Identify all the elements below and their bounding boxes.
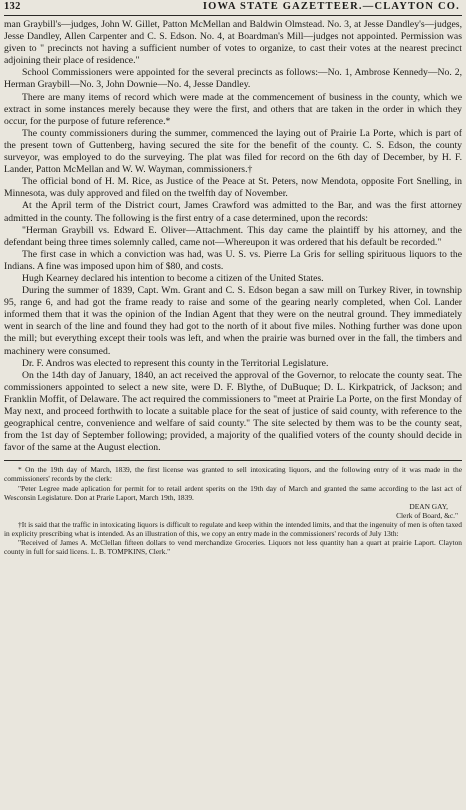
paragraph-county-seat-act: On the 14th day of January, 1840, an act received the approval of the Governor, to relocate the county seat. The commissioners appointed to select a new site, were D. F. Blythe, of DuBuque; D. L. Kirkpatrick, of Jackson; and Franklin Moffit, of Delaware. The act required the commissioners to "meet at Prairie La Porte, on the first Monday of May next, and proceed forthwith to locate a suitable place for the seat of justice of said county, with reference to the geographical centre, convenience and welfare of said county." The site selected by them was to be the county seat, from the 1st day of September following; provided, a majority of the qualified voters of the county should decide in favor of the same at the August election. [4,369,462,454]
paragraph-court-entry-quote: "Herman Graybill vs. Edward E. Oliver—Attachment. This day came the plaintiff by his attorney, and the defendant being three times solemnly called, came not—Whereupon it was ordered that his default be recorded." [4,224,462,248]
footnote-star-quote: "Peter Legree made aplication for permit for to retail ardent sperits on the 19th day of March and granted the same according to the last act of Wesconsin Legislature. Don at Prarie Laport, March 19th, 1839. [4,483,462,502]
paragraph-district-court: At the April term of the District court, James Crawford was admitted to the Bar, and was the first attorney admitted in the county. The following is the first entry of a case determined, upon the records: [4,200,462,224]
main-text [4,19,462,454]
running-title: IOWA STATE GAZETTEER.—CLAYTON CO. [202,1,460,12]
paragraph-saw-mill: During the summer of 1839, Capt. Wm. Grant and C. S. Edson began a saw mill on Turkey River, in township 95, range 6, and had got the frame ready to raise and some of the gearing nearly completed, when Col. Lander informed them that it was the opinion of the Indian Agent that they were on the neutral ground. They immediately went in search of the line and found they had got to the north of it about five miles. Nothing further was done upon the mill; but everything except their tools was left, and when the prairie was burned over in the fall, the timbers and machinery were consumed. [4,285,462,357]
paragraph-prairie-la-porte: The county commissioners during the summer, commenced the laying out of Prairie La Porte, which is part of the present town of Guttenberg, having secured the site for the benefit of the county. C. S. Edson, the county surveyor, was employed to do the surveying. The plat was filed for record on the 6th day of December, by H. F. Lander, Patton McMellan and W. W. Wayman, commissioners.† [4,127,462,176]
paragraph-hugh-kearney: Hugh Kearney declared his intention to become a citizen of the United States. [22,272,324,284]
paragraph-precincts: man Graybill's—judges, John W. Gillet, Patton McMellan and Baldwin Olmstead. No. 3, at Jesse Dandley's—judges, Jesse Dandley, Allen Carpenter and C. S. Edson. No. 4, at Boardman's Mill—judges not appointed. Permission was given to " precincts not having a sufficient number of votes to organize, to cast their votes at the nearest precinct adjoining their place of residence." [4,19,462,67]
footnote-star-signature-name: DEAN GAY, [409,501,448,511]
footnote-dagger-intro: †It is said that the traffic in intoxicating liquors is difficult to regulate and keep within the intended limits, and that the ingenuity of men is often taxed in explicity prescribing what is intended. As an illustration of this, we copy an entry made in the commissioners' records of July 13th: [4,519,462,539]
paragraph-school-commissioners: School Commissioners were appointed for the several precincts as follows:—No. 1, Ambrose Kennedy—No. 2, Herman Graybill—No. 3, John Downie—No. 4, Jesse Dandley. [4,67,462,91]
page-header [4,0,462,15]
paragraph-first-conviction: The first case in which a conviction was had, was U. S. vs. Pierre La Gris for selling spirituous liquors to the Indians. A fine was imposed upon him of $80, and costs. [4,248,462,272]
paragraph-dr-andros: Dr. F. Andros was elected to represent this county in the Territorial Legislature. [22,357,329,369]
footnote-star-signature-title: Clerk of Board, &c." [396,510,458,520]
footnote-star-intro: * On the 19th day of March, 1839, the first license was granted to sell intoxicating liquors, and the following entry of it was made in the commissioners' records by the clerk: [4,465,462,484]
footnote-rule [4,460,462,461]
footnote-dagger-quote: "Received of James A. McClellan fifteen dollars to vend merchandize Groceries. Liquors not less quantity han a quart at prairie Laport. Clayton county in full for said licens. L. B. TOMPKINS, Clerk." [4,538,462,557]
paragraph-items-of-record: There are many items of record which were made at the commencement of business in the county, which we extract in some instances merely because they were the first, and others that are taken in the order in which they occur, for the purpose of future reference.* [4,91,462,127]
footnotes [4,465,462,556]
header-rule [4,15,462,16]
paragraph-official-bond: The official bond of H. M. Rice, as Justice of the Peace at St. Peters, now Mendota, opposite Fort Snelling, in Minnesota, was duly approved and filed on the twelfth day of November. [4,176,462,200]
page-number: 132 [4,1,21,12]
